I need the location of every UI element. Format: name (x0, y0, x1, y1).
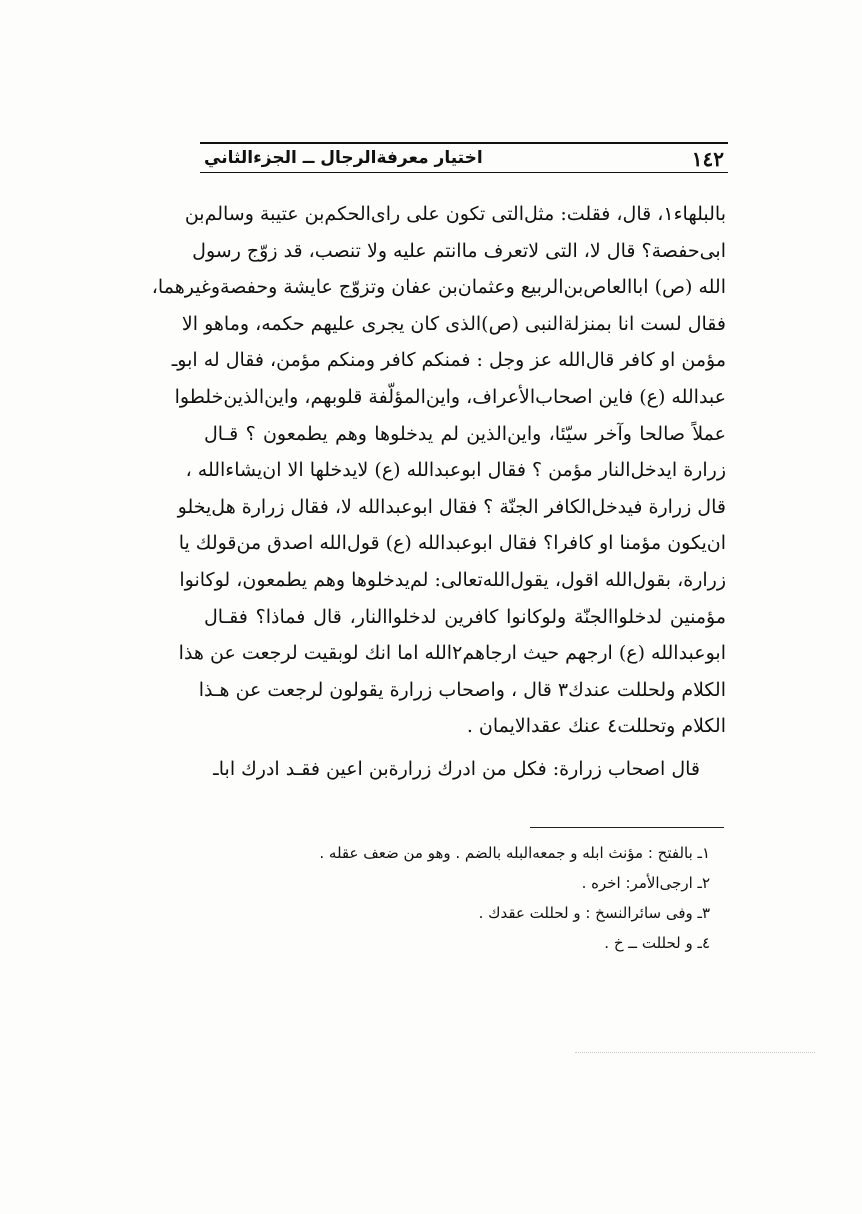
text-line: زرارة ايدخل‌النار مؤمن ؟ فقال ابوعبدالله (ع) لايدخلها الا ان‌يشاءالله ، (185, 459, 726, 482)
text-line: قال زرارة فيدخل‌الكافر الجنّة ؟ فقال ابوعبدالله لا، فقال زرارة هل‌يخلو (177, 495, 726, 518)
text-line: ان‌يكون مؤمنا او كافرا؟ فقال ابوعبدالله (ع) قول‌الله اصدق من‌قولك يا (178, 532, 726, 555)
text-line: فقال لست انا بمنزلةالنبى (ص)الذى كان يجرى عليهم حكمه، وماهو الا (181, 312, 726, 335)
running-title: اختيار معرفةالرجال ــ الجزءالثاني (204, 148, 483, 168)
text-line: مؤمنين لدخلواالجنّة ولوكانوا كافرين لدخلواالنار، قال فماذا؟ فقـال (204, 605, 726, 628)
footnote-4: ٤ـ و لحللت ــ خ . (604, 934, 710, 952)
footnote-separator (530, 827, 724, 828)
text-line: الله (ص) اباالعاص‌بن‌الربيع وعثمان‌بن عفان وتزوّج عايشة وحفصةوغيرهما، (151, 276, 726, 299)
text-line: زرارة، بقول‌الله اقول، يقول‌الله‌تعالى: لم‌يدخلوها وهم يطمعون، لوكانوا (179, 568, 726, 591)
scan-artifact (575, 1052, 815, 1053)
header-top-rule (200, 142, 728, 144)
text-line: عملاً صالحا وآخر سيّئا، واين‌الذين لم يدخلوها وهم يطمعون ؟ قـال (204, 422, 726, 445)
footnote-2: ٢ـ ارجى‌الأمر: اخره . (581, 874, 710, 892)
text-line: عبدالله (ع) فاين اصحاب‌الأعراف، واين‌المؤلّفة قلوبهم، واين‌الذين‌خلطوا (174, 385, 726, 408)
text-line: بالبلهاء١، قال، فقلت: مثل‌التى تكون على راى‌الحكم‌بن عتيبة وسالم‌بن (184, 203, 726, 225)
text-line: الكلام ولحللت عندك٣ قال ، واصحاب زرارة يقولون لرجعت عن هـذا (198, 678, 726, 701)
text-line: ابى‌حفصة؟ قال لا، التى لاتعرف ماانتم عليه ولا تنصب، قد زوّج رسول (192, 239, 726, 262)
footnote-1: ١ـ بالفتح : مؤنث ابله و جمعه‌البله بالضم . وهو من ضعف عقله . (319, 844, 710, 862)
running-header (200, 142, 728, 172)
page-number: ١٤٢ (691, 147, 724, 171)
header-bottom-rule (200, 172, 728, 173)
footnote-3: ٣ـ وفى سائرالنسخ : و لحللت عقدك . (478, 904, 710, 922)
footnotes (240, 838, 710, 958)
text-line: مؤمن او كافر قال‌الله عز وجل : فمنكم كافر ومنكم مؤمن، فقال له ابوـ (171, 349, 726, 372)
text-line: ابوعبدالله (ع) ارجهم حيث ارجاهم٢الله اما انك لوبقيت لرجعت عن هذا (178, 642, 726, 665)
text-line: الكلام وتحللت٤ عنك عقدالايمان . (466, 715, 726, 738)
main-text (151, 196, 726, 788)
paragraph-opening-line: قال اصحاب زرارة: فكل من ادرك زرارةبن اعين فقـد ادرك ابا‌ـ (213, 757, 700, 780)
